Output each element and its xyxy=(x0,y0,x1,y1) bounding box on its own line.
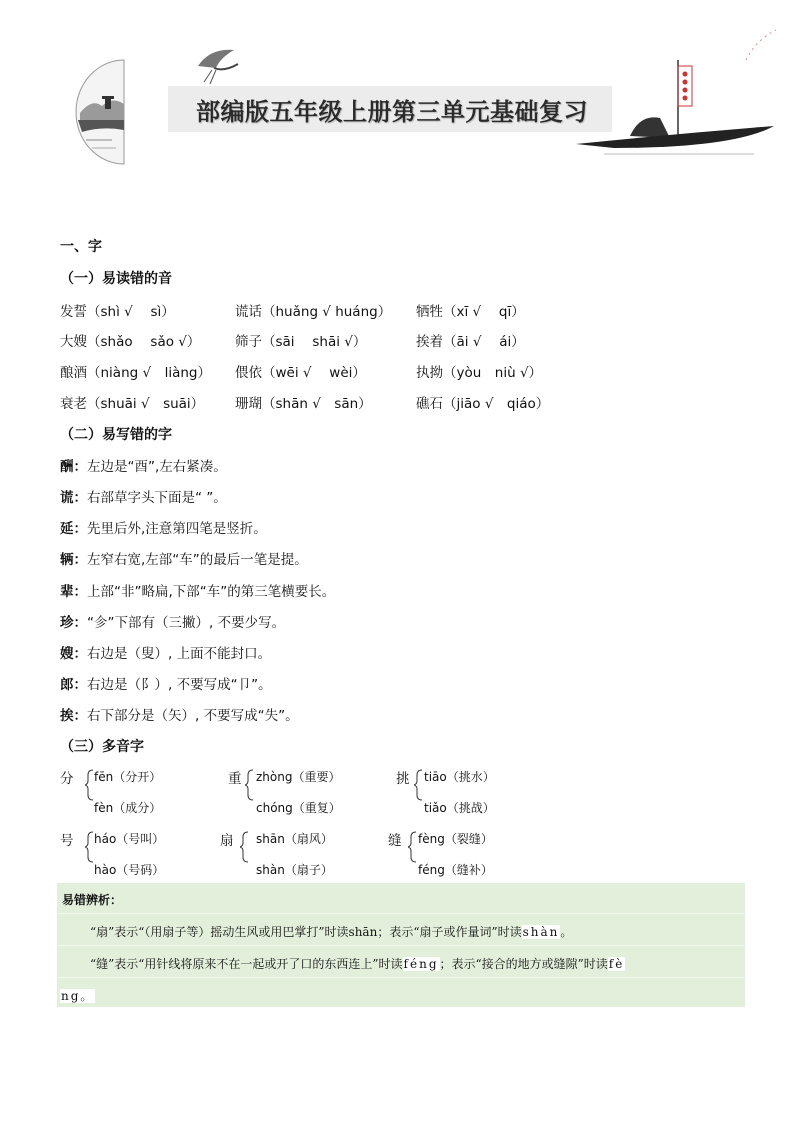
brace-icon xyxy=(408,831,418,863)
polyphone-reading: hào（号码） xyxy=(94,863,165,877)
polyphone-reading: fēn（分开） xyxy=(94,770,162,784)
reading-item: 礁石（jiāo √ qiáo） xyxy=(416,396,550,412)
polyphone-reading: tiāo（挑水） xyxy=(424,770,495,784)
reading-item: 执拗（yòu niù √） xyxy=(416,365,543,381)
tip-text: 。 xyxy=(560,925,573,939)
brace-icon xyxy=(414,769,424,801)
tip-reading: shān xyxy=(348,925,378,939)
polyphone-reading: háo（号叫） xyxy=(94,832,165,846)
writing-note: 左窄右宽,左部“车”的最后一笔是提。 xyxy=(87,552,308,568)
writing-note: 右边是（阝）, 不要写成“卩”。 xyxy=(87,677,272,693)
polyphone-char: 扇 xyxy=(220,833,234,849)
writing-note: 左边是“酉”,左右紧凑。 xyxy=(87,459,227,475)
reading-item: 衰老（shuāi √ suāi） xyxy=(60,396,205,412)
polyphone-char: 缝 xyxy=(388,833,402,849)
writing-item xyxy=(60,548,308,568)
writing-item xyxy=(60,611,285,631)
tip-reading-highlight: shàn xyxy=(522,925,560,939)
writing-note: “㐱”下部有（三撇）, 不要少写。 xyxy=(87,615,286,631)
writing-item xyxy=(60,704,299,724)
page-title: 部编版五年级上册第三单元基础复习 xyxy=(196,98,588,126)
writing-item xyxy=(60,455,227,475)
polyphone-char: 号 xyxy=(60,833,74,849)
tip-reading-highlight: fè xyxy=(608,957,625,971)
writing-char: 延： xyxy=(60,521,87,537)
polyphone-char: 挑 xyxy=(396,771,410,787)
brace-icon xyxy=(240,831,250,863)
writing-note: 先里后外,注意第四笔是竖折。 xyxy=(87,521,267,537)
polyphone-reading: shān（扇风） xyxy=(256,832,333,846)
tip-line-3 xyxy=(60,987,95,1004)
reading-item: 偎依（wēi √ wèi） xyxy=(235,365,366,381)
crane-icon xyxy=(194,46,244,86)
writing-item xyxy=(60,580,335,600)
tip-reading-highlight: féng xyxy=(403,957,439,971)
brace-icon xyxy=(245,769,255,801)
reading-item: 牺牲（xī √ qī） xyxy=(416,304,525,320)
corner-flourish xyxy=(736,20,786,80)
tip-text: “扇”表示“（用扇子等）摇动生风或用巴掌打”时读 xyxy=(90,925,349,939)
reading-item: 大嫂（shǎo sǎo √） xyxy=(60,334,201,350)
reading-item: 谎话（huǎng √ huáng） xyxy=(235,304,392,320)
polyphone-reading: féng（缝补） xyxy=(418,863,493,877)
writing-char: 辆： xyxy=(60,552,87,568)
reading-item: 酿酒（niàng √ liàng） xyxy=(60,365,211,381)
divider xyxy=(57,913,745,914)
writing-char: 挨： xyxy=(60,708,87,724)
polyphone-reading: fèng（裂缝） xyxy=(418,832,493,846)
writing-char: 辈： xyxy=(60,584,87,600)
tip-line-1 xyxy=(90,923,572,940)
polyphone-char: 分 xyxy=(60,771,74,787)
polyphone-reading: fèn（成分） xyxy=(94,801,162,815)
writing-char: 郎： xyxy=(60,677,87,693)
reading-item: 挨着（āi √ ái） xyxy=(416,334,525,350)
tip-label: 易错辨析： xyxy=(62,893,123,907)
writing-note: 右下部分是（矢）, 不要写成“失”。 xyxy=(87,708,299,724)
writing-item xyxy=(60,673,272,693)
section-heading: 一、字 xyxy=(60,239,102,255)
divider xyxy=(57,945,745,946)
polyphone-char: 重 xyxy=(228,771,242,787)
writing-note: 上部“非”略扁,下部“车”的第三笔横要长。 xyxy=(87,584,336,600)
tip-text: ；表示“扇子或作量词”时读 xyxy=(377,925,522,939)
writing-item xyxy=(60,486,227,506)
polyphone-reading: zhòng（重要） xyxy=(256,770,341,784)
writing-item xyxy=(60,642,271,662)
reading-item: 筛子（sāi shāi √） xyxy=(235,334,367,350)
writing-item xyxy=(60,517,267,537)
reading-item: 珊瑚（shān √ sān） xyxy=(235,396,372,412)
subsection-heading-reading: （一）易读错的音 xyxy=(60,271,172,287)
reading-item: 发誓（shì √ sì） xyxy=(60,304,175,320)
landscape-medallion xyxy=(72,58,132,168)
polyphone-reading: shàn（扇子） xyxy=(256,863,333,877)
writing-char: 酬： xyxy=(60,459,87,475)
writing-note: 右部草字头下面是“ ”。 xyxy=(87,490,227,506)
writing-char: 谎： xyxy=(60,490,87,506)
tip-text: ；表示“接合的地方或缝隙”时读 xyxy=(439,957,608,971)
tip-text: “缝”表示“用针线将原来不在一起或开了口的东西连上”时读 xyxy=(90,957,403,971)
tip-line-2 xyxy=(90,955,625,972)
polyphone-reading: tiǎo（挑战） xyxy=(424,801,495,815)
polyphone-reading: chóng（重复） xyxy=(256,801,341,815)
divider xyxy=(57,977,745,978)
writing-char: 珍： xyxy=(60,615,87,631)
subsection-heading-polyphones: （三）多音字 xyxy=(60,739,144,755)
subsection-heading-writing: （二）易写错的字 xyxy=(60,427,172,443)
writing-char: 嫂： xyxy=(60,646,87,662)
writing-note: 右边是（叟）, 上面不能封口。 xyxy=(87,646,272,662)
tip-reading-highlight: ng。 xyxy=(61,989,95,1003)
